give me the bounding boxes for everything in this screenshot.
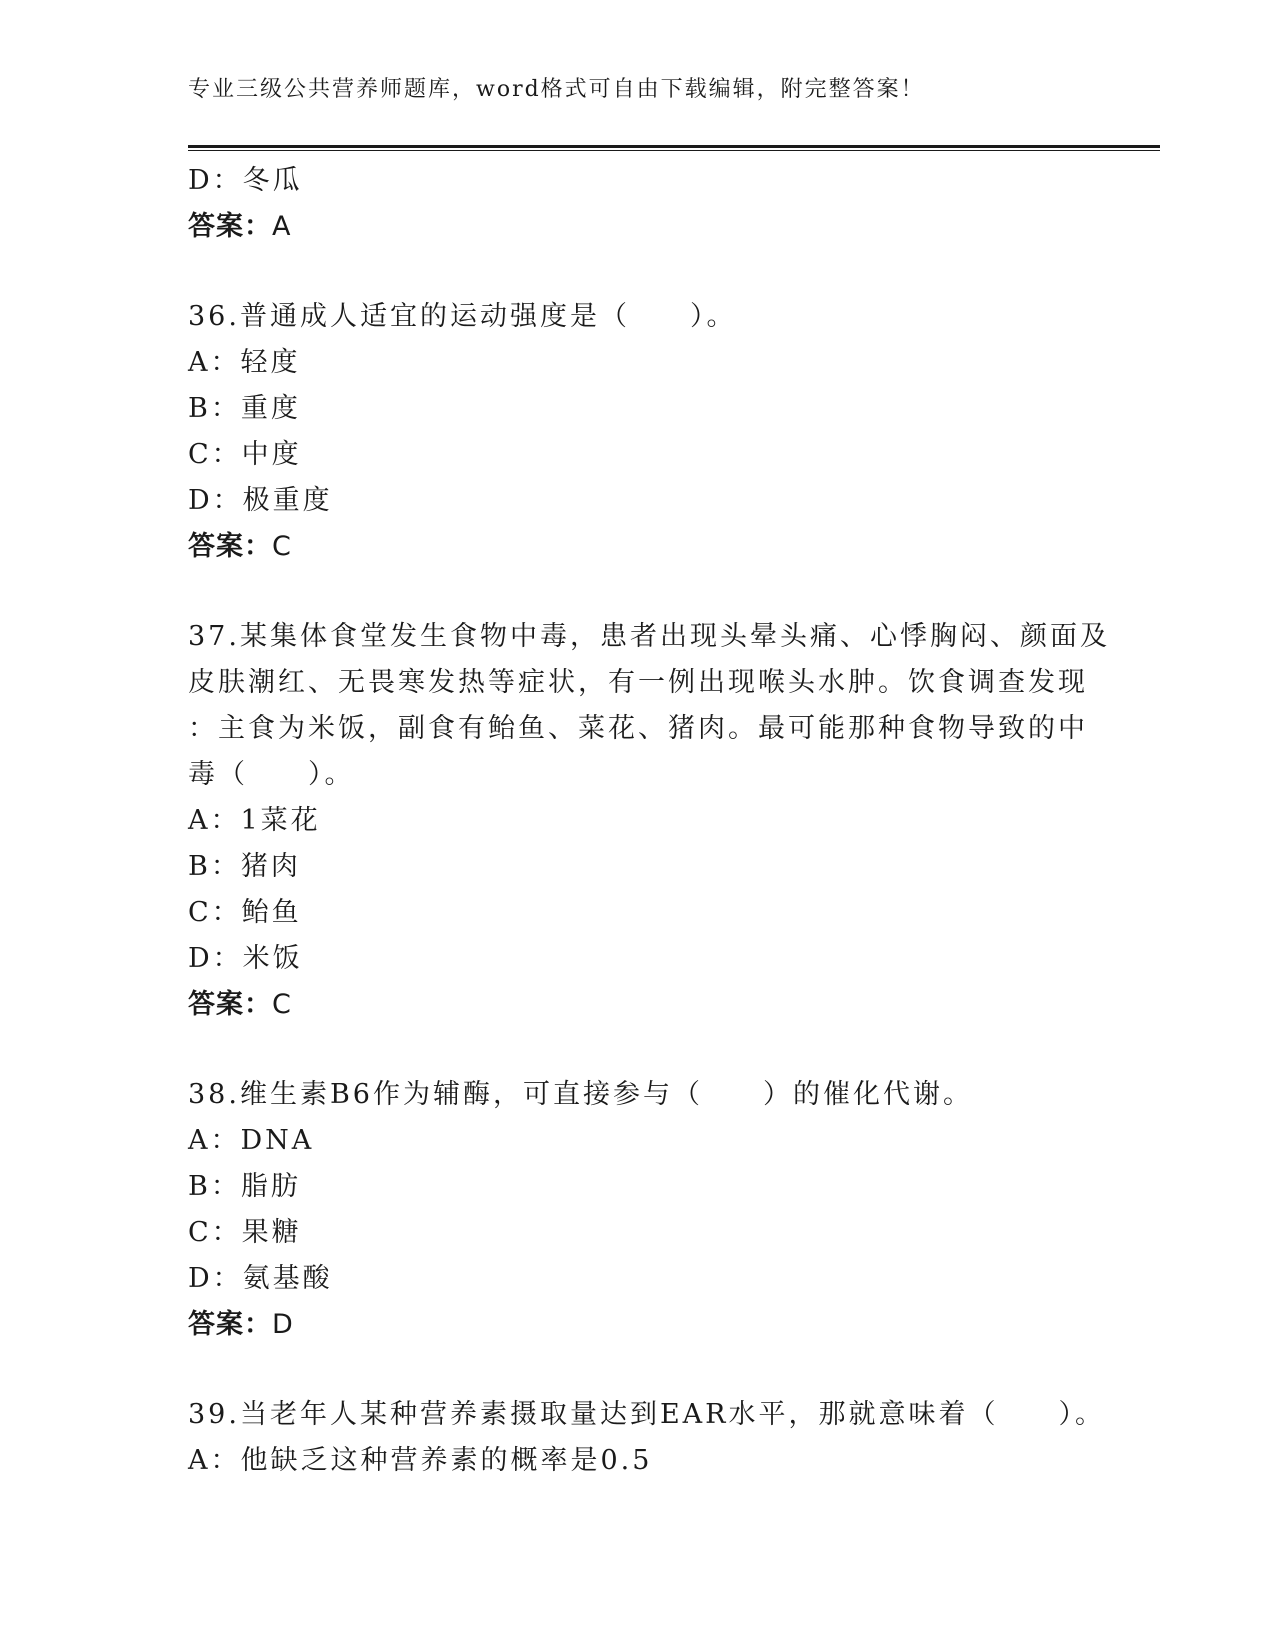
header-rule-thick bbox=[188, 145, 1160, 148]
option-d: D：极重度 bbox=[188, 485, 333, 516]
question-stem-line-2: 皮肤潮红、无畏寒发热等症状，有一例出现喉头水肿。饮食调查发现 bbox=[188, 667, 1088, 698]
option-a: A：1菜花 bbox=[188, 805, 321, 836]
option-b: B：脂肪 bbox=[188, 1171, 301, 1202]
question-answer bbox=[188, 982, 1088, 1028]
spacer bbox=[188, 1348, 1088, 1392]
header-rule-thin bbox=[188, 150, 1160, 151]
question-38 bbox=[188, 1072, 1088, 1348]
question-list bbox=[188, 158, 1110, 1484]
spacer bbox=[188, 1028, 1088, 1072]
question-37 bbox=[188, 614, 1110, 1028]
prev-answer bbox=[188, 204, 1088, 250]
question-39 bbox=[188, 1392, 1105, 1484]
option-c: C：果糖 bbox=[188, 1217, 302, 1248]
spacer bbox=[188, 570, 1088, 614]
page-header: 专业三级公共营养师题库，word格式可自由下载编辑，附完整答案！ bbox=[188, 77, 925, 102]
option-b: B：猪肉 bbox=[188, 851, 301, 882]
question-answer bbox=[188, 524, 1088, 570]
answer-label: 答案： bbox=[188, 1309, 272, 1340]
question-36 bbox=[188, 294, 1088, 570]
answer-value: C bbox=[272, 531, 292, 562]
option-a: A：轻度 bbox=[188, 347, 301, 378]
answer-value: A bbox=[272, 211, 292, 242]
answer-value: D bbox=[272, 1309, 294, 1340]
answer-value: C bbox=[272, 989, 292, 1020]
spacer bbox=[188, 250, 1088, 294]
option-c: C：鲐鱼 bbox=[188, 897, 302, 928]
question-stem: 38.维生素B6作为辅酶，可直接参与（ ）的催化代谢。 bbox=[188, 1079, 973, 1110]
question-stem: 36.普通成人适宜的运动强度是（ ）。 bbox=[188, 301, 737, 332]
option-d: D：米饭 bbox=[188, 943, 303, 974]
option-d: D：氨基酸 bbox=[188, 1263, 333, 1294]
option-a: A：他缺乏这种营养素的概率是0.5 bbox=[188, 1445, 653, 1476]
question-stem: 39.当老年人某种营养素摄取量达到EAR水平，那就意味着（ ）。 bbox=[188, 1399, 1105, 1430]
answer-label: 答案： bbox=[188, 531, 272, 562]
option-b: B：重度 bbox=[188, 393, 301, 424]
answer-label: 答案： bbox=[188, 211, 272, 242]
option-a: A：DNA bbox=[188, 1125, 315, 1156]
question-stem-line-3: ：主食为米饭，副食有鲐鱼、菜花、猪肉。最可能那种食物导致的中 bbox=[188, 713, 1088, 744]
prev-option-d: D：冬瓜 bbox=[188, 165, 303, 196]
answer-label: 答案： bbox=[188, 989, 272, 1020]
question-answer bbox=[188, 1302, 1088, 1348]
question-stem-line-1: 37.某集体食堂发生食物中毒，患者出现头晕头痛、心悸胸闷、颜面及 bbox=[188, 621, 1110, 652]
question-stem-line-4: 毒（ ）。 bbox=[188, 759, 355, 790]
option-c: C：中度 bbox=[188, 439, 302, 470]
